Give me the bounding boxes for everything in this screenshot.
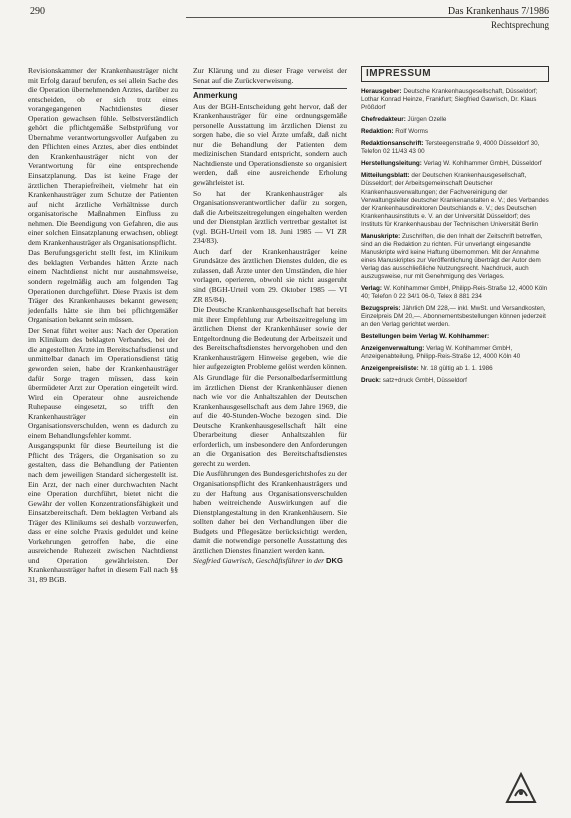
impressum-entry <box>361 233 549 281</box>
journal-title: Das Krankenhaus 7/1986 <box>447 6 549 17</box>
impressum-text: Tersteegenstraße 9, 4000 Düsseldorf 30, Telefon 02 11/43 43 00 <box>361 140 540 156</box>
impressum-label: Bestellungen beim Verlag W. Kohlhammer: <box>361 333 490 341</box>
impressum-label: Bezugspreis: <box>361 305 401 313</box>
impressum-label: Druck: <box>361 377 381 385</box>
impressum-label: Verlag: <box>361 285 382 293</box>
signature-org: DKG <box>326 556 343 566</box>
header-rule <box>186 17 549 18</box>
impressum-title: IMPRESSUM <box>361 66 549 82</box>
impressum-entries <box>361 88 549 385</box>
impressum-entry <box>361 140 549 156</box>
paragraph: Die Deutsche Krankenhausgesellschaft hat bereits mit ihrer Empfehlung zur Arbeitszeitregelung im ärztlichen Dienst der Krankenhäuser sowie der Entgeltordnung die Bedeutung der Arbeitszeit und des Bereitschaftsdienstes hervorgehoben und den Krankenhausträgern Hinweise gegeben, wie die hier aufgezeigten Probleme gelöst werden können. <box>193 305 347 372</box>
impressum-entry <box>361 160 549 168</box>
impressum-entry <box>361 345 549 361</box>
signature-name: Siegfried Gawrisch, Geschäftsführer in der <box>193 556 325 566</box>
impressum-text: Verlag W. Kohlhammer GmbH, Düsseldorf <box>423 160 542 168</box>
impressum-text: Jährlich DM 228,— inkl. MwSt. und Versandkosten, Einzelpreis DM 20,—. Abonnementsbestellungen können jederzeit an den Verlag gerichtet werden. <box>361 305 546 329</box>
article-column-2 <box>193 66 347 566</box>
note-heading: Anmerkung <box>193 91 238 101</box>
signature <box>193 556 347 566</box>
paragraph: Als Grundlage für die Personalbedarfsermittlung im ärztlichen Dienst der Krankenhäuser dienen nach wie vor die Anhaltszahlen der Deutschen Krankenhausgesellschaft aus dem Jahre 1969, die auf die 40-Stunden-Woche bezogen sind. Die Deutsche Krankenhausgesellschaft hält eine Überarbeitung dieser Anhaltszahlen für erforderlich, um insbesondere den Anforderungen an die Organisation des Bereitschaftsdienstes gerecht zu werden. <box>193 372 347 468</box>
impressum-label: Anzeigenpreisliste: <box>361 365 419 373</box>
impressum-text: Zuschriften, die den Inhalt der Zeitschrift betreffen, sind an die Redaktion zu richten. Für unverlangt eingesandte Manuskripte wird keine Haftung übernommen. Mit der Annahme eines Manuskriptes zur Veröffentlichung überträgt der Autor dem Verlag das ausschließliche Nutzungsrecht. Nachdruck, auch auszugsweise, nur mit Genehmigung des Verlages. <box>361 232 543 280</box>
paragraph: Der Senat führt weiter aus: Nach der Operation im Klinikum des beklagten Verbandes, bei der die angestellten Ärzte im Bereitschaftsdienst und unmittelbar danach im Operationsdienst tätig geworden seien, habe der Krankenhausträger dafür Sorge tragen müssen, dass kein übermüdeter Arzt zur Operation eingeteilt wird. Wird ein Operateur ohne ausreichende Ruhepause eingesetzt, so trifft den Krankenhausträger ein Organisationsverschulden, wenn es dadurch zu einem Behandlungsfehler kommt. <box>28 325 178 440</box>
impressum-label: Redaktion: <box>361 128 394 136</box>
impressum-box <box>361 66 549 806</box>
impressum-entry <box>361 172 549 228</box>
impressum-text: satz+druck GmbH, Düsseldorf <box>382 377 467 385</box>
impressum-entry <box>361 365 549 373</box>
impressum-text: Nr. 18 gültig ab 1. 1. 1986 <box>420 365 493 373</box>
impressum-text: W. Kohlhammer GmbH, Philipp-Reis-Straße 12, 4000 Köln 40; Telefon 0 22 34/1 06-0, Telex 8 881 234 <box>361 285 548 301</box>
impressum-text: Rolf Worms <box>395 128 429 136</box>
article-column-1 <box>28 66 178 585</box>
impressum-entry <box>361 285 549 301</box>
paragraph: Aus der BGH-Entscheidung geht hervor, daß der Krankenhausträger für eine ordnungsgemäße personelle Ausstattung im ärztlichen Dienst zu sorgen habe, die so viel Ärzte umfaßt, daß nicht nur die Behandlung der Patienten dem medizinischen Standard entspricht, sondern auch Nachtdienste und Operationsdienste so organisiert werden, daß eine ausreichende Erholung gewährleistet ist. <box>193 101 347 188</box>
impressum-label: Herstellungsleitung: <box>361 160 422 168</box>
impressum-text: Deutsche Krankenhausgesellschaft, Düsseldorf; Lothar Konrad Heinze, Frankfurt; Siegfried Gawrisch, Dr. Klaus Prößdorf <box>361 88 538 112</box>
paragraph: Das Berufungsgericht stellt fest, im Klinikum des beklagten Verbandes hätten Ärzte nach einem Nachtdienst nicht nur ausnahmsweise, sondern regelmäßig auch am folgenden Tag Operationen durchgeführt. Diese Praxis ist dem Träger des Krankenhauses bekannt gewesen; jedenfalls hätte sie ihm bei pflichtgemäßer Organisation bekannt sein müssen. <box>28 248 178 325</box>
impressum-label: Anzeigenverwaltung: <box>361 345 425 353</box>
paragraph: Ausgangspunkt für diese Beurteilung ist die Pflicht des Trägers, die Organisation so zu gestalten, dass die Behandlung der Patienten nach dem jeweiligen Standard sichergestellt ist. Ein Arzt, der nach einer durchwachten Nacht eine Operation durchführt, bietet nicht die Gewähr der vollen Konzentrationsfähigkeit und Einsatzbereitschaft. Dem beklagten Verband als Träger des Klinikums sei deshalb vorzuwerfen, dass er eine solche Praxis geduldet und keine Vorkehrungen getroffen habe, die eine ausreichende Ruhezeit zwischen Nachtdienst und Operation gewährleisten. Der Krankenhausträger haftet in diesem Fall nach §§ 31, 89 BGB. <box>28 441 178 584</box>
impressum-label: Manuskripte: <box>361 232 401 240</box>
note-section <box>193 88 347 566</box>
impressum-entry <box>361 88 549 112</box>
impressum-entry <box>361 377 549 385</box>
page-number: 290 <box>30 6 45 17</box>
impressum-entry <box>361 128 549 136</box>
impressum-label: Mitteilungsblatt: <box>361 172 410 180</box>
impressum-entry <box>361 305 549 329</box>
paragraph: Die Ausführungen des Bundesgerichtshofes zu der Organisationspflicht des Krankenhausträgers und zu der Haftung aus Organisationsverschulden haben weitreichende Auswirkungen auf die Dienstplangestaltung in den Krankenhäusern. Sie sollten daher bei den Verhandlungen über die Budgets und Pflegesätze berücksichtigt werden, damit die notwendige personelle Ausstattung des ärztlichen Dienstes finanziert werden kann. <box>193 469 347 555</box>
impressum-text: der Deutschen Krankenhausgesellschaft, Düsseldorf; der Arbeitsgemeinschaft Deutscher Krankenhausverwaltungen; der Fachvereinigung der Verwaltungsleiter deutscher Krankenanstalten e. V.; des Verbandes der Krankenhausdirektoren Deutschlands e. V.; des Deutschen Krankenhausinstituts e. V. an der Universität Düsseldorf; des Instituts für Krankenhausbau der Technischen Universität Berlin <box>361 172 549 228</box>
impressum-entry <box>361 116 549 124</box>
impressum-entry <box>361 333 549 341</box>
section-title: Rechtsprechung <box>491 20 549 30</box>
impressum-label: Redaktionsanschrift: <box>361 140 424 148</box>
page-header <box>0 0 571 30</box>
paragraph: Auch darf der Krankenhausträger keine Grundsätze des ärztlichen Dienstes dulden, die es zulassen, daß Ärzte unter den Umständen, die hier vorlagen, operieren, obwohl sie nicht ausgeruht sind (BGH-Urteil vom 29. Oktober 1985 — VI ZR 85/84). <box>193 246 347 304</box>
paragraph: Zur Klärung und zu dieser Frage verweist der Senat auf die Zurückverweisung. <box>193 66 347 85</box>
paragraph: Revisionskammer der Krankenhausträger nicht mit Erfolg darauf berufen, es sei allein Sache des die Operation übernehmenden Arztes, darüber zu entscheiden, ob er sich trotz eines vorangegangenen Nachtdienstes dieser Operation gewachsen fühle. Selbstverständlich gehört die pflichtgemäße Selbstprüfung vor Übernahme verantwortungsvoller Aufgaben zu den Pflichten eines Arztes, aber dies entbindet den Krankenhausträger nicht von der Verantwortung für eine entsprechende Einsatzplanung. Das ist keine Frage der ärztlichen Therapiefreiheit, vielmehr hat ein Krankenhausträger zum Schutze der Patienten auf nicht ärztliche Verhältnisse durch organisatorische Maßnahmen Einfluss zu nehmen. Die Beendigung von Gefahren, die aus einer solchen Einsatzplanung erwachsen, obliegt dem Krankenhausträger als Organisationspflicht. <box>28 66 178 247</box>
impressum-text: Jürgen Ozelle <box>407 116 447 124</box>
impressum-label: Herausgeber: <box>361 88 402 96</box>
paragraph: So hat der Krankenhausträger als Organisationsverantwortlicher dafür zu sorgen, daß die Arbeitszeitregelungen eingehalten werden und der Dienstplan ärztlich vertretbar gestaltet ist (vgl. BGH-Urteil vom 18. Juni 1985 — VI ZR 234/83). <box>193 188 347 246</box>
impressum-text: Verlag W. Kohlhammer GmbH, Anzeigenabteilung, Philipp-Reis-Straße 12, 4000 Köln 40 <box>361 345 521 361</box>
publisher-logo-icon <box>505 772 537 806</box>
impressum-label: Chefredakteur: <box>361 116 406 124</box>
